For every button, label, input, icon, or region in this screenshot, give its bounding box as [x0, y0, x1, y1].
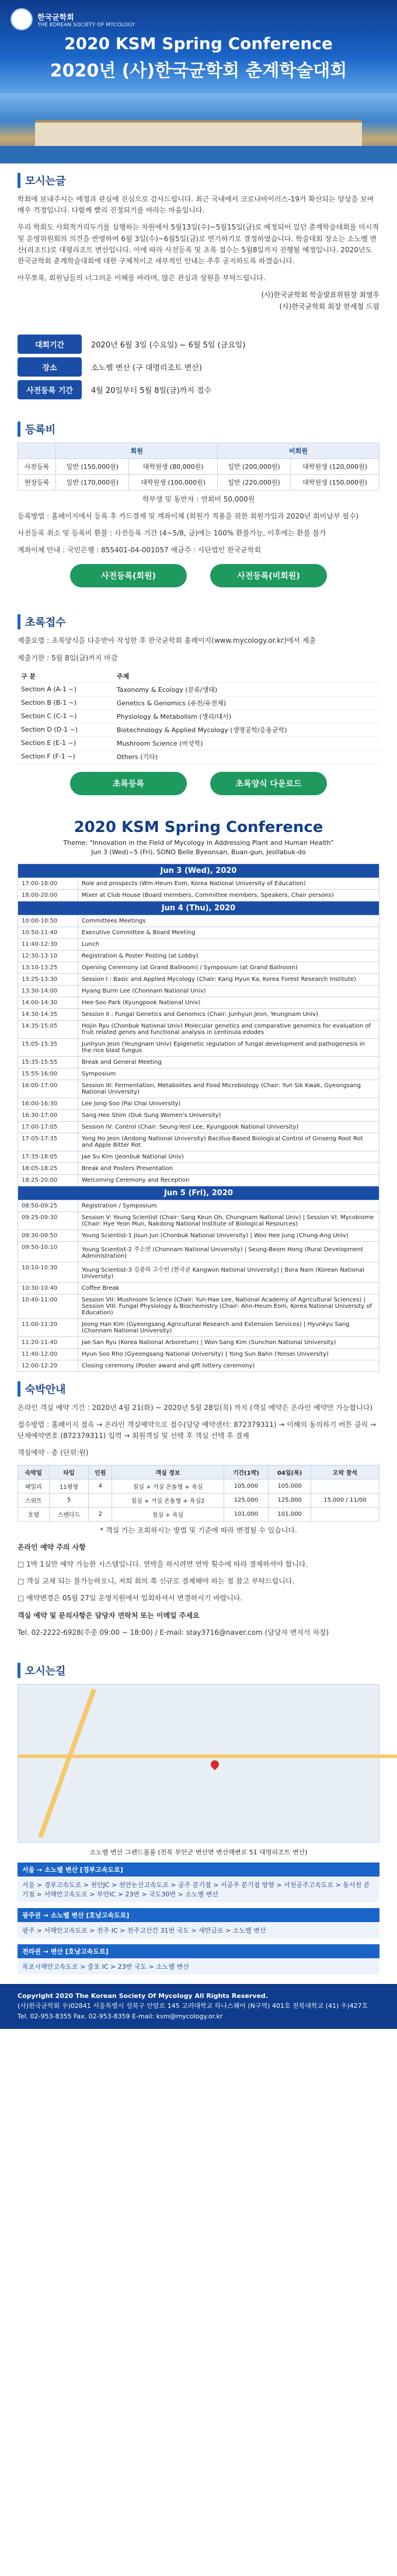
lodging-cell: 스위트	[18, 1493, 50, 1507]
fee-cell: 일반 (170,000원)	[56, 474, 129, 490]
abstract-section	[0, 605, 397, 812]
program-time: 16:00-16:30	[18, 1098, 78, 1109]
fee-row	[18, 474, 379, 490]
period-label: 대회기간	[18, 335, 82, 354]
program-row	[18, 889, 379, 901]
program-item: Session V: Young Scientist (Chair: Sang Keun Oh, Chungnam National Univ) | Session VI: Mycobiome (Chair: Hye Yeon Mun, Nakdong National Institute of Biological Resources)	[78, 1212, 379, 1230]
program-time: 14:00-14:30	[18, 997, 78, 1008]
program-time: 18:25-20:00	[18, 1174, 78, 1186]
period-value: 2020년 6월 3일 (수요일) ~ 6월 5일 (금요일)	[91, 340, 246, 350]
fee-cell: 일반 (220,000원)	[218, 474, 291, 490]
program-title: 2020 KSM Spring Conference	[74, 818, 323, 836]
lodging-cell: 2	[89, 1507, 112, 1521]
program-row	[18, 1230, 379, 1241]
lodging-cell	[311, 1479, 379, 1493]
program-item: Committees Meetings	[78, 915, 379, 927]
program-item: Session VII: Mushroom Science (Chair: Yun-Hae Lee, National Academy of Agricultural Sciences) | Session VIII: Fungal Physiology & Biochemistry (Chair: Ahn-Heum Eom, Korea National University of Education)	[78, 1294, 379, 1318]
lodging-table	[18, 1465, 379, 1522]
invitation-title: 모시는글	[18, 173, 379, 188]
lodging-cell: 11평형	[49, 1479, 88, 1493]
abstract-title: 초록접수	[18, 614, 379, 629]
program-item: Jae-San Ryu (Korea National Arboretum) | Won-Sang Kim (Sunchon National University)	[78, 1336, 379, 1348]
program-time: 17:05-17:35	[18, 1133, 78, 1151]
lodging-head: 04일(목)	[269, 1465, 311, 1479]
category-head: 구 분	[18, 670, 113, 683]
lodging-contact-title: 객실 예약 및 문의사항은 담당자 연락처 또는 이메일 주세요	[18, 1611, 200, 1620]
preregistration-value: 4월 20일부터 5월 8일(금)까지 접수	[91, 386, 212, 395]
program-time: 15:55-16:00	[18, 1068, 78, 1080]
category-section: Section F (F-1 ~)	[18, 750, 113, 763]
fee-head-0	[18, 443, 56, 458]
program-row	[18, 1262, 379, 1282]
lodging-contact: Tel. 02-2222-6928(주중 09:00 ~ 18:00) / E-mail: stay3716@naver.com (담당자 변지석 차장)	[18, 1628, 329, 1637]
abstract-instructions: 제출요령 : 초록양식을 다운받아 작성한 후 한국균학회 홈페이지(www.mycology.or.kr)에서 제출	[18, 636, 316, 645]
fee-cell: 대학원생 (120,000원)	[291, 458, 379, 474]
program-time: 18:05-18:25	[18, 1162, 78, 1174]
program-time: 09:25-09:30	[18, 1212, 78, 1230]
registration-account: 계좌이체 안내 : 국민은행 : 855401-04-001057 예금주 : 사단법인 한국균학회	[18, 546, 262, 555]
lodging-cell: 침실 + 욕실	[112, 1507, 224, 1521]
program-row	[18, 1068, 379, 1080]
category-row	[18, 709, 379, 723]
category-row	[18, 736, 379, 750]
program-time: 10:00-10:50	[18, 915, 78, 927]
program-time: 09:50-10:10	[18, 1241, 78, 1262]
place-label: 장소	[18, 357, 82, 377]
program-row	[18, 985, 379, 997]
category-section: Section E (E-1 ~)	[18, 736, 113, 750]
program-time: 16:30-17:00	[18, 1109, 78, 1121]
directions-section	[0, 1653, 397, 1984]
route3-text: 목포시해안고속도로 > 줄포 IC > 23번 국도 > 소노벨 변산	[18, 1958, 379, 1975]
program-row	[18, 1212, 379, 1230]
program-row	[18, 878, 379, 889]
program-time: 10:40-11:00	[18, 1294, 78, 1318]
program-time: 10:50-11:40	[18, 927, 78, 938]
program-row	[18, 1056, 379, 1068]
program-item: Session IV: Control (Chair: Seung-Yeol Lee, Kyungpook National University)	[78, 1121, 379, 1133]
lodging-row	[18, 1507, 379, 1521]
lodging-section	[0, 1372, 397, 1653]
program-item: Mixer at Club House (Board members, Committee members, Speakers, Chair persons)	[78, 889, 379, 901]
program-item: Hyang Burm Lee (Chonnam National Univ)	[78, 985, 379, 997]
conference-title-ko: 2020년 (사)한국균학회 춘계학술대회	[50, 61, 347, 81]
online-caution-1: □ 1박 1실만 예약 가능한 시스템입니다. 연박을 하시려면 연박 횟수에 따라 결제하셔야 합니다.	[18, 1559, 308, 1568]
program-row	[18, 1151, 379, 1162]
invitation-paragraph-1: 학회에 보내주시는 애정과 관심에 진심으로 감사드립니다. 최근 국내에서 코로나바이러스-19가 확산되는 양상을 보여 매우 걱정입니다. 다함께 빨리 진정되기를 바라는 마음입니다.	[18, 195, 374, 215]
lodging-cell: 101,000	[269, 1507, 311, 1521]
abstract-submit-button[interactable]: 초록등록	[70, 772, 187, 795]
route2-title: 광주권 → 소노벨 변산 [호남고속도로]	[18, 1908, 379, 1922]
program-time: 13:30-14:00	[18, 985, 78, 997]
category-topic: Taxonomy & Ecology (분류/생태)	[113, 683, 379, 696]
lodging-method: 접수방법 : 홈페이지 접속 → 온라인 객실예약으로 접수(담당 예약센터: 872379311) → 이해의 동의하기 버튼 클릭 → 단체예약번호 (872379311) 입력 → 회원객실 및 선택 후 객실 선택 후 결제	[18, 1421, 377, 1440]
program-item: Opening Ceremony (at Grand Ballroom) / Symposium (at Grand Ballroom)	[78, 962, 379, 973]
program-row	[18, 1348, 379, 1360]
place-row	[18, 357, 379, 377]
lodging-cell: 침실 + 거실 온돌형 + 욕실	[112, 1479, 224, 1493]
day1-header: Jun 3 (Wed), 2020	[18, 864, 379, 878]
category-section: Section C (C-1 ~)	[18, 709, 113, 723]
program-item: Welcoming Ceremony and Reception	[78, 1174, 379, 1186]
category-topic: Physiology & Metabolism (생리/대사)	[113, 709, 379, 723]
registration-refund: 사전등록 취소 및 등록비 환불 : 사전등록 기간 (4~5/8, 금)에는 100% 환불가능, 이후에는 환불 불가	[18, 529, 326, 538]
preregister-nonmember-button[interactable]: 사전등록(비회원)	[210, 564, 327, 587]
lodging-head: 숙박일	[18, 1465, 50, 1479]
program-time: 18:00-20:00	[18, 889, 78, 901]
invitation-paragraph-2: 우리 학회도 사회적거리두기를 실행하는 차원에서 5월13일(수)~5월15일(금)로 예정되어 있던 춘계학술대회를 미시적 및 운영위원회의 의견을 반영하여 6월 3일(수)~6월5일(금)로 연기하기로 결정하였습니다. 학술대회 장소는 소노벨 변산(리조트)로 대평리조트 변산입니다. 이에 따라 사전등록 및 초록 접수는 5월8일까지 진행될 예정입니다. 2020년도 한국균학회 춘계학술대회에 대한 구체적이고 세부적인 안내는 추후 공지하도록 하겠습니다.	[18, 223, 379, 265]
registration-section	[0, 412, 397, 605]
program-item: Registration / Symposium	[78, 1200, 379, 1212]
program-time: 11:40-12:00	[18, 1348, 78, 1360]
program-time: 16:00-17:00	[18, 1080, 78, 1098]
fee-cell: 대학원생 (100,000원)	[129, 474, 218, 490]
lodging-cell: 4	[89, 1479, 112, 1493]
lodging-cell	[89, 1493, 112, 1507]
footer-address: (사)한국균학회 우)02841 서울특별시 성북구 안암로 145 고려대학교 하나스퀘어 (N구역) 401호 전북대학교 (41) 우)427호	[18, 2002, 368, 2010]
society-logo[interactable]	[11, 8, 135, 30]
program-item: Coffee Break	[78, 1282, 379, 1294]
program-row	[18, 1133, 379, 1151]
footer-copyright: Copyright 2020 The Korean Society Of Mycology All Rights Reserved.	[18, 1992, 268, 2000]
program-row	[18, 915, 379, 927]
lodging-cell: 125,000	[224, 1493, 269, 1507]
lodging-cell: 105,000	[269, 1479, 311, 1493]
program-time: 08:50-09:25	[18, 1200, 78, 1212]
signature-chair: (사)한국균학회 학술발표위원장 최영우	[261, 291, 379, 300]
program-time: 09:30-09:50	[18, 1230, 78, 1241]
fee-cell: 일반 (150,000원)	[56, 458, 129, 474]
lodging-head: 인원	[89, 1465, 112, 1479]
program-item: Yong Ho Jeon (Andong National University) Bacillus-Based Biological Control of Ginseng Root Rot and Apple Bitter Rot	[78, 1133, 379, 1151]
map-caption: 소노벨 변산 그랜드볼룸 (전북 부안군 변산면 변산해변로 51 대명리조트 변산)	[89, 1848, 308, 1856]
category-topic: Biotechnology & Applied Mycology (생명공학/응용균학)	[113, 723, 379, 736]
program-item: Young Scientist-1 Jisun Jun (Chonbuk National University) | Woo Hee Jung (Chung-Ang Univ)	[78, 1230, 379, 1241]
program-item: Closing ceremony (Poster award and gift lottery ceremony)	[78, 1360, 379, 1371]
map-road	[38, 1689, 96, 1838]
category-section: Section B (B-1 ~)	[18, 696, 113, 709]
program-row	[18, 1020, 379, 1038]
lodging-head: 기간(1박)	[224, 1465, 269, 1479]
program-item: Lunch	[78, 938, 379, 950]
lodging-cell: 125,000	[269, 1493, 311, 1507]
program-time: 12:00-12:20	[18, 1360, 78, 1371]
abstract-deadline: 제출기한 : 5월 8일(금)까지 마감	[18, 653, 118, 662]
lodging-head: 객실 정보	[112, 1465, 224, 1479]
program-item: Session I : Basic and Applied Mycology (Chair: Kang Hyun Ka, Korea Forest Research Institute)	[78, 973, 379, 985]
lodging-row	[18, 1493, 379, 1507]
program-theme: Theme: "Innovation in the Field of Mycology in Addressing Plant and Human Health"	[63, 838, 334, 847]
day1-rows	[18, 878, 379, 901]
program-time: 17:00-18:00	[18, 878, 78, 889]
program-item: Hee-Soo Park (Kyungpook National Univ)	[78, 997, 379, 1008]
program-item: Hyun Soo Rho (Gyeongsang National University) | Yong Sun Bahn (Yonsei University)	[78, 1348, 379, 1360]
lodging-cell: 5	[49, 1493, 88, 1507]
program-date-venue: Jun 3 (Wed)~5 (Fri), SONO Belle Byeonsan, Buan-gun, Jeollabuk-do	[91, 848, 306, 857]
program-row	[18, 973, 379, 985]
day3-header: Jun 5 (Fri), 2020	[18, 1186, 379, 1200]
online-caution-2: □ 객실 교체 되는 불가능하오니, 저희 회의 쪽 신규로 결제해야 하는 점 참고 부탁드립니다.	[18, 1577, 295, 1586]
place-value: 소노벨 변산 (구 대명리조트 변산)	[91, 363, 202, 373]
program-row	[18, 1162, 379, 1174]
online-caution-title: 온라인 예약 주의 사항	[18, 1543, 86, 1551]
program-item: Session III: Fermentation, Metabolites and Food Microbiology (Chair: Yun Sik Kwak, Gyeongsang National University)	[78, 1080, 379, 1098]
program-row	[18, 927, 379, 938]
program-time: 15:05-15:35	[18, 1038, 78, 1056]
preregister-member-button[interactable]: 사전등록(회원)	[70, 564, 187, 587]
lodging-title: 숙박안내	[18, 1381, 379, 1397]
day3-rows	[18, 1200, 379, 1371]
program-row	[18, 997, 379, 1008]
program-time: 15:35-15:55	[18, 1056, 78, 1068]
category-topic: Mushroom Science (버섯학)	[113, 736, 379, 750]
program-section	[0, 819, 397, 1372]
program-item: Lee Jong-Soo (Pai Chai University)	[78, 1098, 379, 1109]
lodging-rows	[18, 1479, 379, 1521]
program-item: Hojin Ryu (Chonbuk National Univ) Molecular genetics and comparative genomics for evaluation of fruit related genes and functional analysis in Lentinula edodes	[78, 1020, 379, 1038]
program-item: Young Scientist-2 주소연 (Chonnam National University) | Seung-Beom Hong (Rural Development Administration)	[78, 1241, 379, 1262]
program-time: 13:10-13:25	[18, 962, 78, 973]
lodging-cell	[311, 1507, 379, 1521]
info-section	[0, 322, 397, 412]
invitation-paragraph-3: 아무쪼록, 회원님들의 너그러운 이해를 바라며, 많은 관심과 성원을 부탁드립니다.	[18, 274, 266, 283]
program-item: Jae Su Kim (Jeonbuk National Univ)	[78, 1151, 379, 1162]
category-section: Section D (D-1 ~)	[18, 723, 113, 736]
abstract-template-download-button[interactable]: 초록양식 다운로드	[210, 772, 327, 795]
program-row	[18, 1336, 379, 1348]
route3-title: 전라권 → 변산 [호남고속도로]	[18, 1944, 379, 1958]
fee-cell: 일반 (200,000원)	[218, 458, 291, 474]
lodging-cell: 101,000	[224, 1507, 269, 1521]
fee-cell: 사전등록	[18, 458, 56, 474]
program-row	[18, 1008, 379, 1020]
lodging-cell: 105,000	[224, 1479, 269, 1493]
location-map[interactable]	[18, 1684, 379, 1843]
lodging-head: 오락 참석	[311, 1465, 379, 1479]
program-time: 11:40-12:30	[18, 938, 78, 950]
program-item: Break and Posters Presentation	[78, 1162, 379, 1174]
program-row	[18, 962, 379, 973]
program-time: 11:20-11:40	[18, 1336, 78, 1348]
lodging-cell: 스탠다드	[49, 1507, 88, 1521]
category-row	[18, 723, 379, 736]
program-row	[18, 1174, 379, 1186]
lodging-cell: 호텔	[18, 1507, 50, 1521]
program-time: 10:10-10:30	[18, 1262, 78, 1282]
conference-title-en: 2020 KSM Spring Conference	[64, 34, 333, 53]
preregistration-label: 사전등록 기간	[18, 380, 82, 399]
lodging-cell: 침실 + 거실 온돌형 + 욕실2	[112, 1493, 224, 1507]
day2-header: Jun 4 (Thu), 2020	[18, 901, 379, 915]
program-row	[18, 938, 379, 950]
fee-cell: 대학원생 (80,000원)	[129, 458, 218, 474]
header-banner	[0, 0, 397, 93]
program-time: 17:00-17:05	[18, 1121, 78, 1133]
program-row	[18, 1282, 379, 1294]
program-time: 14:30-14:35	[18, 1008, 78, 1020]
lodging-room-note: 객실예약 · 총 (단위:원)	[18, 1449, 89, 1457]
category-row	[18, 696, 379, 709]
program-item: Jeong Han Kim (Gyeongsang Agricultural Research and Extension Services) | Hyunkyu Sang (Chonnam National University)	[78, 1318, 379, 1336]
program-time: 14:35-15:05	[18, 1020, 78, 1038]
lodging-cell: 패밀리	[18, 1479, 50, 1493]
program-time: 12:30-13:10	[18, 950, 78, 962]
registration-title: 등록비	[18, 422, 379, 437]
category-topic: Genetics & Genomics (유전/유전체)	[113, 696, 379, 709]
fee-head-nonmember: 비회원	[218, 443, 379, 458]
resort-photo	[0, 93, 397, 163]
footer	[0, 1984, 397, 2029]
preregistration-row	[18, 380, 379, 399]
program-row	[18, 1241, 379, 1262]
route2-text: 광주 > 서해안고속도로 > 전주 IC > 전주고산간 31번 국도 > 새만금로 > 소노벨 변산	[18, 1922, 379, 1938]
program-row	[18, 1121, 379, 1133]
route1-text: 서울 > 경부고속도로 > 천안JC > 천안논산고속도로 > 공주 분기점 > 서공주 분기점 방향 > 서천공주고속도로 > 동서천 분기점 > 서해안고속도로 > 부안IC > 23번 > 국도30번 > 소노벨 변산	[18, 1877, 379, 1902]
resort-building-shape	[35, 120, 362, 146]
sea-shape	[0, 146, 397, 163]
fee-cell: 현장등록	[18, 474, 56, 490]
logo-name: 한국균학회	[37, 13, 74, 22]
program-item: Sang Hee Shim (Duk Sung Women's University)	[78, 1109, 379, 1121]
lodging-head: 타입	[49, 1465, 88, 1479]
route1-title: 서울 → 소노벨 변산 [경부고속도로]	[18, 1863, 379, 1877]
map-road	[18, 1755, 397, 1758]
category-section: Section A (A-1 ~)	[18, 683, 113, 696]
fee-row	[18, 458, 379, 474]
lodging-row	[18, 1479, 379, 1493]
society-seal-icon	[11, 8, 33, 30]
category-row	[18, 683, 379, 696]
online-caution-3: □ 예약변경은 05월 27일 운영지원에서 입회하셔서 변경하시기 바랍니다.	[18, 1594, 243, 1603]
footer-contact: Tel. 02-953-8355 Fax. 02-953-8359 E-mail: ksm@mycology.or.kr	[18, 2013, 223, 2021]
fee-table	[18, 443, 379, 490]
fee-cell: 대학원생 (150,000원)	[291, 474, 379, 490]
program-row	[18, 1200, 379, 1212]
directions-title: 오시는길	[18, 1663, 379, 1678]
program-item: Break and General Meeting	[78, 1056, 379, 1068]
program-item: Executive Committee & Board Meeting	[78, 927, 379, 938]
program-item: Role and prospects (Wm-Heum Eom, Korea National University of Education)	[78, 878, 379, 889]
program-row	[18, 1294, 379, 1318]
program-item: Symposium	[78, 1068, 379, 1080]
period-row	[18, 335, 379, 354]
program-item: Junhyun Jeon (Yeungnam Univ) Epigenetic regulation of fungal development and pathogenesis in the rice blast fungus	[78, 1038, 379, 1056]
program-table	[18, 864, 379, 1372]
category-theme-head: 주제	[113, 670, 379, 683]
program-row	[18, 1360, 379, 1371]
invitation-section	[0, 163, 397, 322]
program-row	[18, 1098, 379, 1109]
program-row	[18, 1318, 379, 1336]
program-time: 11:00-11:20	[18, 1318, 78, 1336]
program-row	[18, 1080, 379, 1098]
registration-method: 등록방법 : 홈페이지에서 등록 후 카드결제 및 계좌이체 (회원가 적용을 위한 회원가입과 2020년 회비납부 필수)	[18, 511, 359, 520]
day2-rows	[18, 915, 379, 1186]
map-pin-icon	[209, 1759, 221, 1770]
category-topic: Others (기타)	[113, 750, 379, 763]
program-row	[18, 950, 379, 962]
lodging-cell: 15,000 / 11/00	[311, 1493, 379, 1507]
signature-president: (사)한국균학회 회장 한세철 드림	[279, 302, 379, 311]
program-time: 13:25-13:30	[18, 973, 78, 985]
program-item: Registration & Poster Posting (at Lobby)	[78, 950, 379, 962]
program-time: 17:35-18:05	[18, 1151, 78, 1162]
program-row	[18, 1038, 379, 1056]
lodging-note: * 객실 가는 조회하시는 방법 및 기준에 따라 변경될 수 있습니다.	[100, 1526, 297, 1534]
program-item: Session II : Fungal Genetics and Genomics (Chair: Junhyun Jeon, Yeungnam Univ)	[78, 1008, 379, 1020]
fee-note: 학부생 및 동반자 : 연회비 50,000원	[142, 495, 255, 503]
logo-subtitle: THE KOREAN SOCIETY OF MYCOLOGY	[37, 22, 135, 28]
program-row	[18, 1109, 379, 1121]
fee-head-member: 회원	[56, 443, 218, 458]
category-row	[18, 750, 379, 763]
program-time: 10:30-10:40	[18, 1282, 78, 1294]
category-table	[18, 670, 379, 764]
program-item: Young Scientist-3 김종하 고수빈 (한국균 Kangwon National University) | Bora Nam (Korean National University)	[78, 1262, 379, 1282]
lodging-period: 온라인 객실 예약 기간 : 2020년 4월 21(화) ~ 2020년 5월 28일(목) 까지 (객실 예약은 온라인 예약만 가능합니다)	[18, 1403, 373, 1412]
